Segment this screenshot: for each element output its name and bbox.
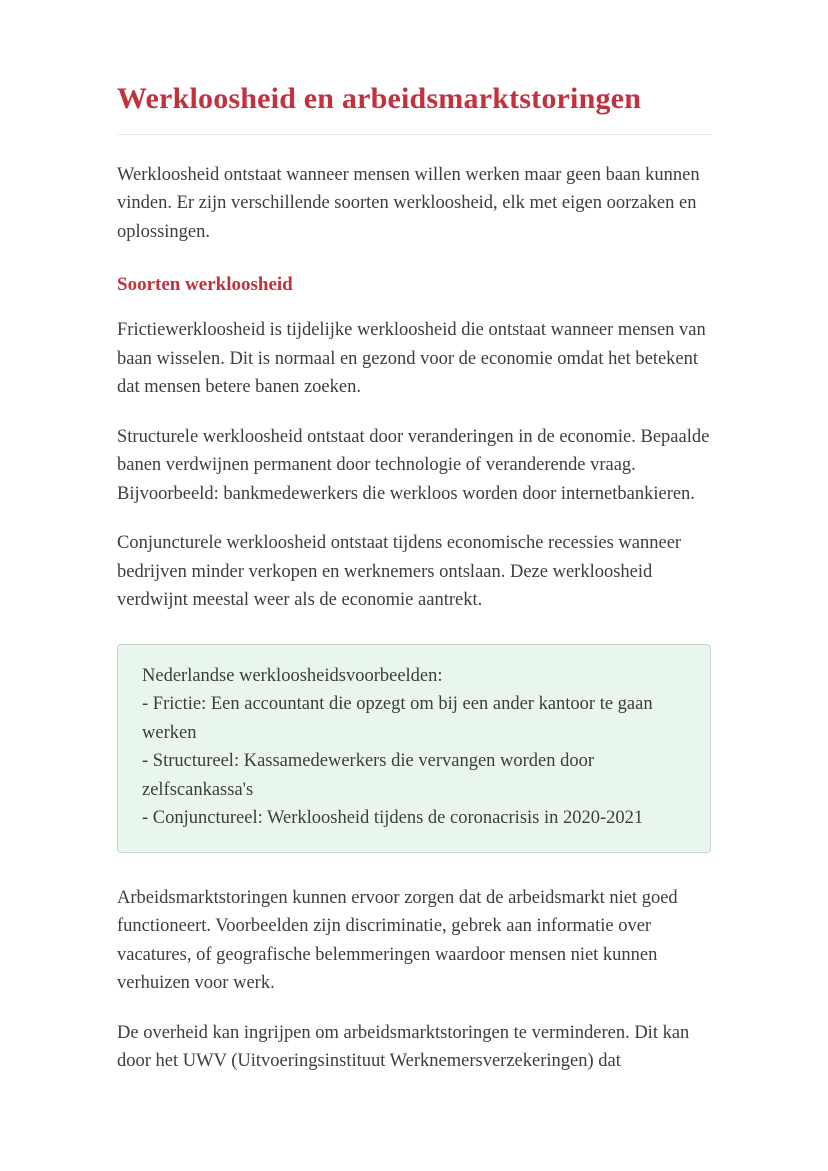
paragraph-frictiewerkloosheid: Frictiewerkloosheid is tijdelijke werkloosheid die ontstaat wanneer mensen van baan wisselen. Dit is normaal en gezond voor de economie omdat het betekent dat mensen betere banen zoeken. (117, 320, 706, 397)
paragraph-overheid: De overheid kan ingrijpen om arbeidsmarktstoringen te verminderen. Dit kan door het UWV (Uitvoeringsinstituut Werknemersverzekeringen) dat (117, 1022, 690, 1071)
paragraph-arbeidsmarktstoringen: Arbeidsmarktstoringen kunnen ervoor zorgen dat de arbeidsmarkt niet goed functioneert. Voorbeelden zijn discriminatie, gebrek aan informatie over vacatures, of geografische belemmeringen waardoor mensen niet kunnen verhuizen voor werk. (117, 887, 678, 993)
example-box (117, 644, 711, 853)
page-title: Werkloosheid en arbeidsmarktstoringen (117, 82, 642, 115)
example-box-item-conjunctureel: - Conjunctureel: Werkloosheid tijdens de coronacrisis in 2020-2021 (142, 808, 644, 828)
paragraph-structurele-werkloosheid: Structurele werkloosheid ontstaat door veranderingen in de economie. Bepaalde banen verdwijnen permanent door technologie of veranderende vraag. Bijvoorbeeld: bankmedewerkers die werkloos worden door internetbankieren. (117, 426, 710, 504)
paragraph-conjuncturele-werkloosheid: Conjuncturele werkloosheid ontstaat tijdens economische recessies wanneer bedrijven minder verkopen en werknemers ontslaan. Deze werkloosheid verdwijnt meestal weer als de economie aantrekt. (117, 533, 682, 610)
section-heading: Soorten werkloosheid (117, 274, 293, 295)
intro-paragraph: Werkloosheid ontstaat wanneer mensen willen werken maar geen baan kunnen vinden. Er zijn verschillende soorten werkloosheid, elk met eigen oorzaken en oplossingen. (117, 164, 700, 242)
example-box-item-frictie: - Frictie: Een accountant die opzegt om bij een ander kantoor te gaan werken (142, 694, 653, 743)
example-box-title: Nederlandse werkloosheidsvoorbeelden: (142, 665, 443, 686)
title-divider (117, 134, 711, 135)
example-box-item-structureel: - Structureel: Kassamedewerkers die vervangen worden door zelfscankassa's (142, 751, 595, 800)
content-column (117, 0, 711, 1076)
